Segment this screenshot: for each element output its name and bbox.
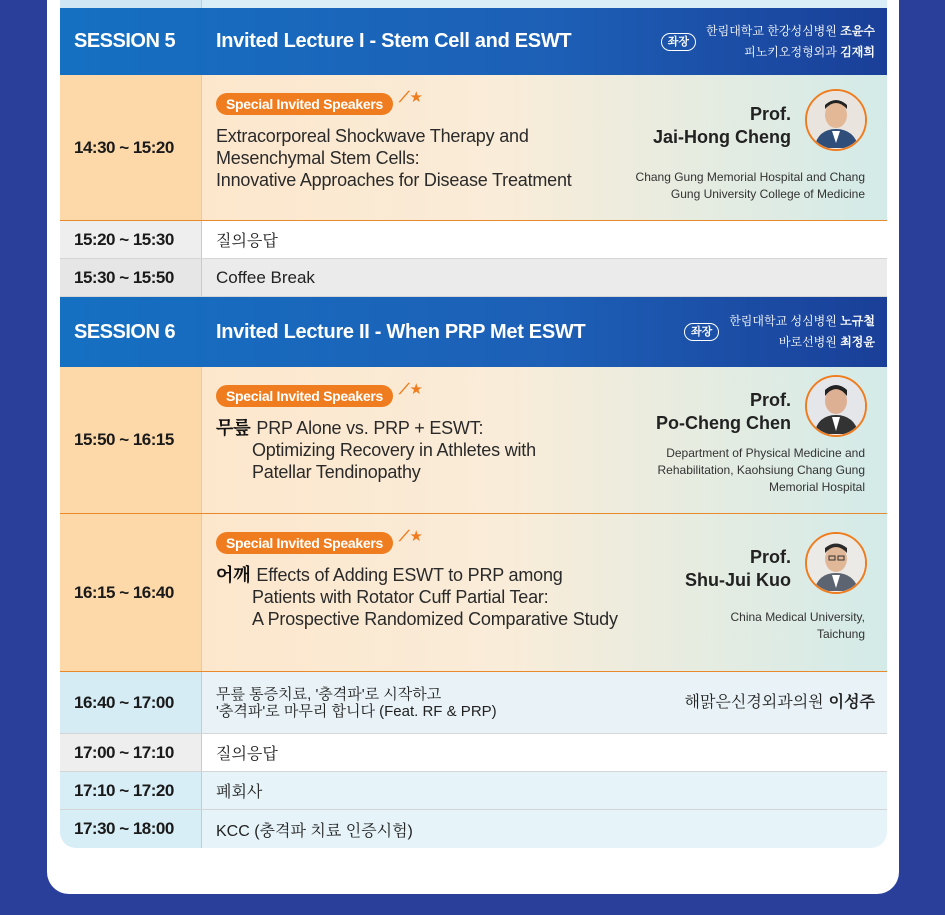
lecture-row: 16:15 ~ 16:40 Special Invited Speakers ⟋★ 어깨 Effects of Adding ESWT to PRP among Patients with Rotator Cuff Partial Tear: A Prospective Randomized Comparative Study Prof. Shu-Jui Kuo China Medical University, Taichung bbox=[60, 514, 887, 672]
time-cell: 15:50 ~ 16:15 bbox=[60, 367, 202, 513]
kcc-row bbox=[60, 810, 887, 848]
speaker-affiliation: China Medical University, bbox=[730, 610, 865, 624]
avatar bbox=[805, 89, 867, 151]
chair-affil: 피노키오정형외과 bbox=[744, 44, 837, 59]
avatar bbox=[805, 375, 867, 437]
row-text: 질의응답 bbox=[202, 734, 887, 771]
session-chairs bbox=[684, 297, 875, 367]
lecture-row: 14:30 ~ 15:20 Special Invited Speakers ⟋★ Extracorporeal Shockwave Therapy and Mesenchymal Stem Cells: Innovative Approaches for Disease Treatment Prof. Jai-Hong Cheng Chang Gung Memorial Hospital and Chang Gung University College of Medicine bbox=[60, 75, 887, 221]
row-text: KCC (충격파 치료 인증시험) bbox=[202, 810, 887, 848]
special-speakers-badge: Special Invited Speakers bbox=[216, 385, 393, 407]
speaker-affiliation: 해맑은신경외과의원 bbox=[684, 694, 824, 711]
time-cell: 17:10 ~ 17:20 bbox=[60, 772, 202, 809]
speaker-name: 이성주 bbox=[828, 694, 875, 711]
session-label: SESSION 6 bbox=[74, 320, 176, 343]
speaker-affiliation: Department of Physical Medicine and bbox=[666, 446, 865, 460]
previous-row-edge bbox=[60, 0, 887, 8]
speaker-title: Prof. bbox=[749, 547, 791, 567]
sparkle-icon: ⟋★ bbox=[399, 381, 423, 398]
time-cell: 15:30 ~ 15:50 bbox=[60, 259, 202, 296]
sparkle-icon: ⟋★ bbox=[399, 528, 423, 545]
topic-tag: 어깨 bbox=[216, 565, 251, 585]
closing-row bbox=[60, 772, 887, 810]
time-cell: 16:15 ~ 16:40 bbox=[60, 514, 202, 671]
time-cell: 17:00 ~ 17:10 bbox=[60, 734, 202, 771]
session-chairs bbox=[661, 8, 875, 75]
qa-row bbox=[60, 221, 887, 259]
special-speakers-badge: Special Invited Speakers bbox=[216, 532, 393, 554]
lecture-row bbox=[60, 672, 887, 734]
time-cell: 14:30 ~ 15:20 bbox=[60, 75, 202, 220]
coffee-break-row bbox=[60, 259, 887, 297]
speaker-name: Shu-Jui Kuo bbox=[685, 570, 791, 590]
sparkle-icon: ⟋★ bbox=[399, 89, 423, 106]
chair-affil: 한림대학교 한강성심병원 bbox=[706, 23, 837, 38]
time-cell: 15:20 ~ 15:30 bbox=[60, 221, 202, 258]
speaker-name: Jai-Hong Cheng bbox=[653, 127, 791, 147]
row-text: Coffee Break bbox=[202, 259, 887, 296]
speaker-affiliation: Chang Gung Memorial Hospital and Chang bbox=[635, 170, 865, 184]
session-6-header bbox=[60, 297, 887, 367]
lecture-title: 어깨 Effects of Adding ESWT to PRP among Patients with Rotator Cuff Partial Tear: A Prospective Randomized Comparative Study bbox=[216, 565, 618, 629]
session-5-header bbox=[60, 8, 887, 75]
chair-badge: 좌장 bbox=[661, 33, 696, 51]
special-speakers-badge: Special Invited Speakers bbox=[216, 93, 393, 115]
topic-tag: 무릎 bbox=[216, 418, 251, 438]
speaker bbox=[685, 672, 875, 733]
lecture-title: 무릎 통증치료, '충격파'로 시작하고 '충격파'로 마무리 합니다 (Feat. RF & PRP) 해맑은신경외과의원 이성주 bbox=[202, 672, 887, 733]
chair-affil: 한림대학교 성심병원 bbox=[729, 314, 837, 328]
chair-name: 최정윤 bbox=[840, 335, 875, 349]
program-table bbox=[60, 0, 887, 848]
chair-name: 노규철 bbox=[840, 314, 875, 328]
lecture-title: Extracorporeal Shockwave Therapy and Mesenchymal Stem Cells: Innovative Approaches for Disease Treatment bbox=[216, 126, 572, 190]
avatar bbox=[805, 532, 867, 594]
lecture-row: 15:50 ~ 16:15 Special Invited Speakers ⟋★ 무릎 PRP Alone vs. PRP + ESWT: Optimizing Recovery in Athletes with Patellar Tendinopathy Prof. Po-Cheng Chen Department of Physical Medicine and Rehabilitation, Kaohsiung Chang Gung Memorial Hospital bbox=[60, 367, 887, 514]
chair-name: 조윤수 bbox=[840, 23, 875, 38]
session-title: Invited Lecture I - Stem Cell and ESWT bbox=[216, 30, 572, 52]
speaker-title: Prof. bbox=[749, 390, 791, 410]
speaker-title: Prof. bbox=[749, 104, 791, 124]
chair-affil: 바로선병원 bbox=[778, 335, 837, 349]
qa-row bbox=[60, 734, 887, 772]
speaker-name: Po-Cheng Chen bbox=[656, 413, 791, 433]
row-text: 폐회사 bbox=[202, 772, 887, 809]
time-cell: 16:40 ~ 17:00 bbox=[60, 672, 202, 733]
lecture-title: 무릎 PRP Alone vs. PRP + ESWT: Optimizing Recovery in Athletes with Patellar Tendinopathy bbox=[216, 418, 536, 482]
session-label: SESSION 5 bbox=[74, 30, 176, 52]
chair-name: 김재희 bbox=[840, 44, 875, 59]
row-text: 질의응답 bbox=[202, 221, 887, 258]
session-title: Invited Lecture II - When PRP Met ESWT bbox=[216, 320, 586, 343]
chair-badge: 좌장 bbox=[684, 323, 719, 341]
time-cell: 17:30 ~ 18:00 bbox=[60, 810, 202, 848]
